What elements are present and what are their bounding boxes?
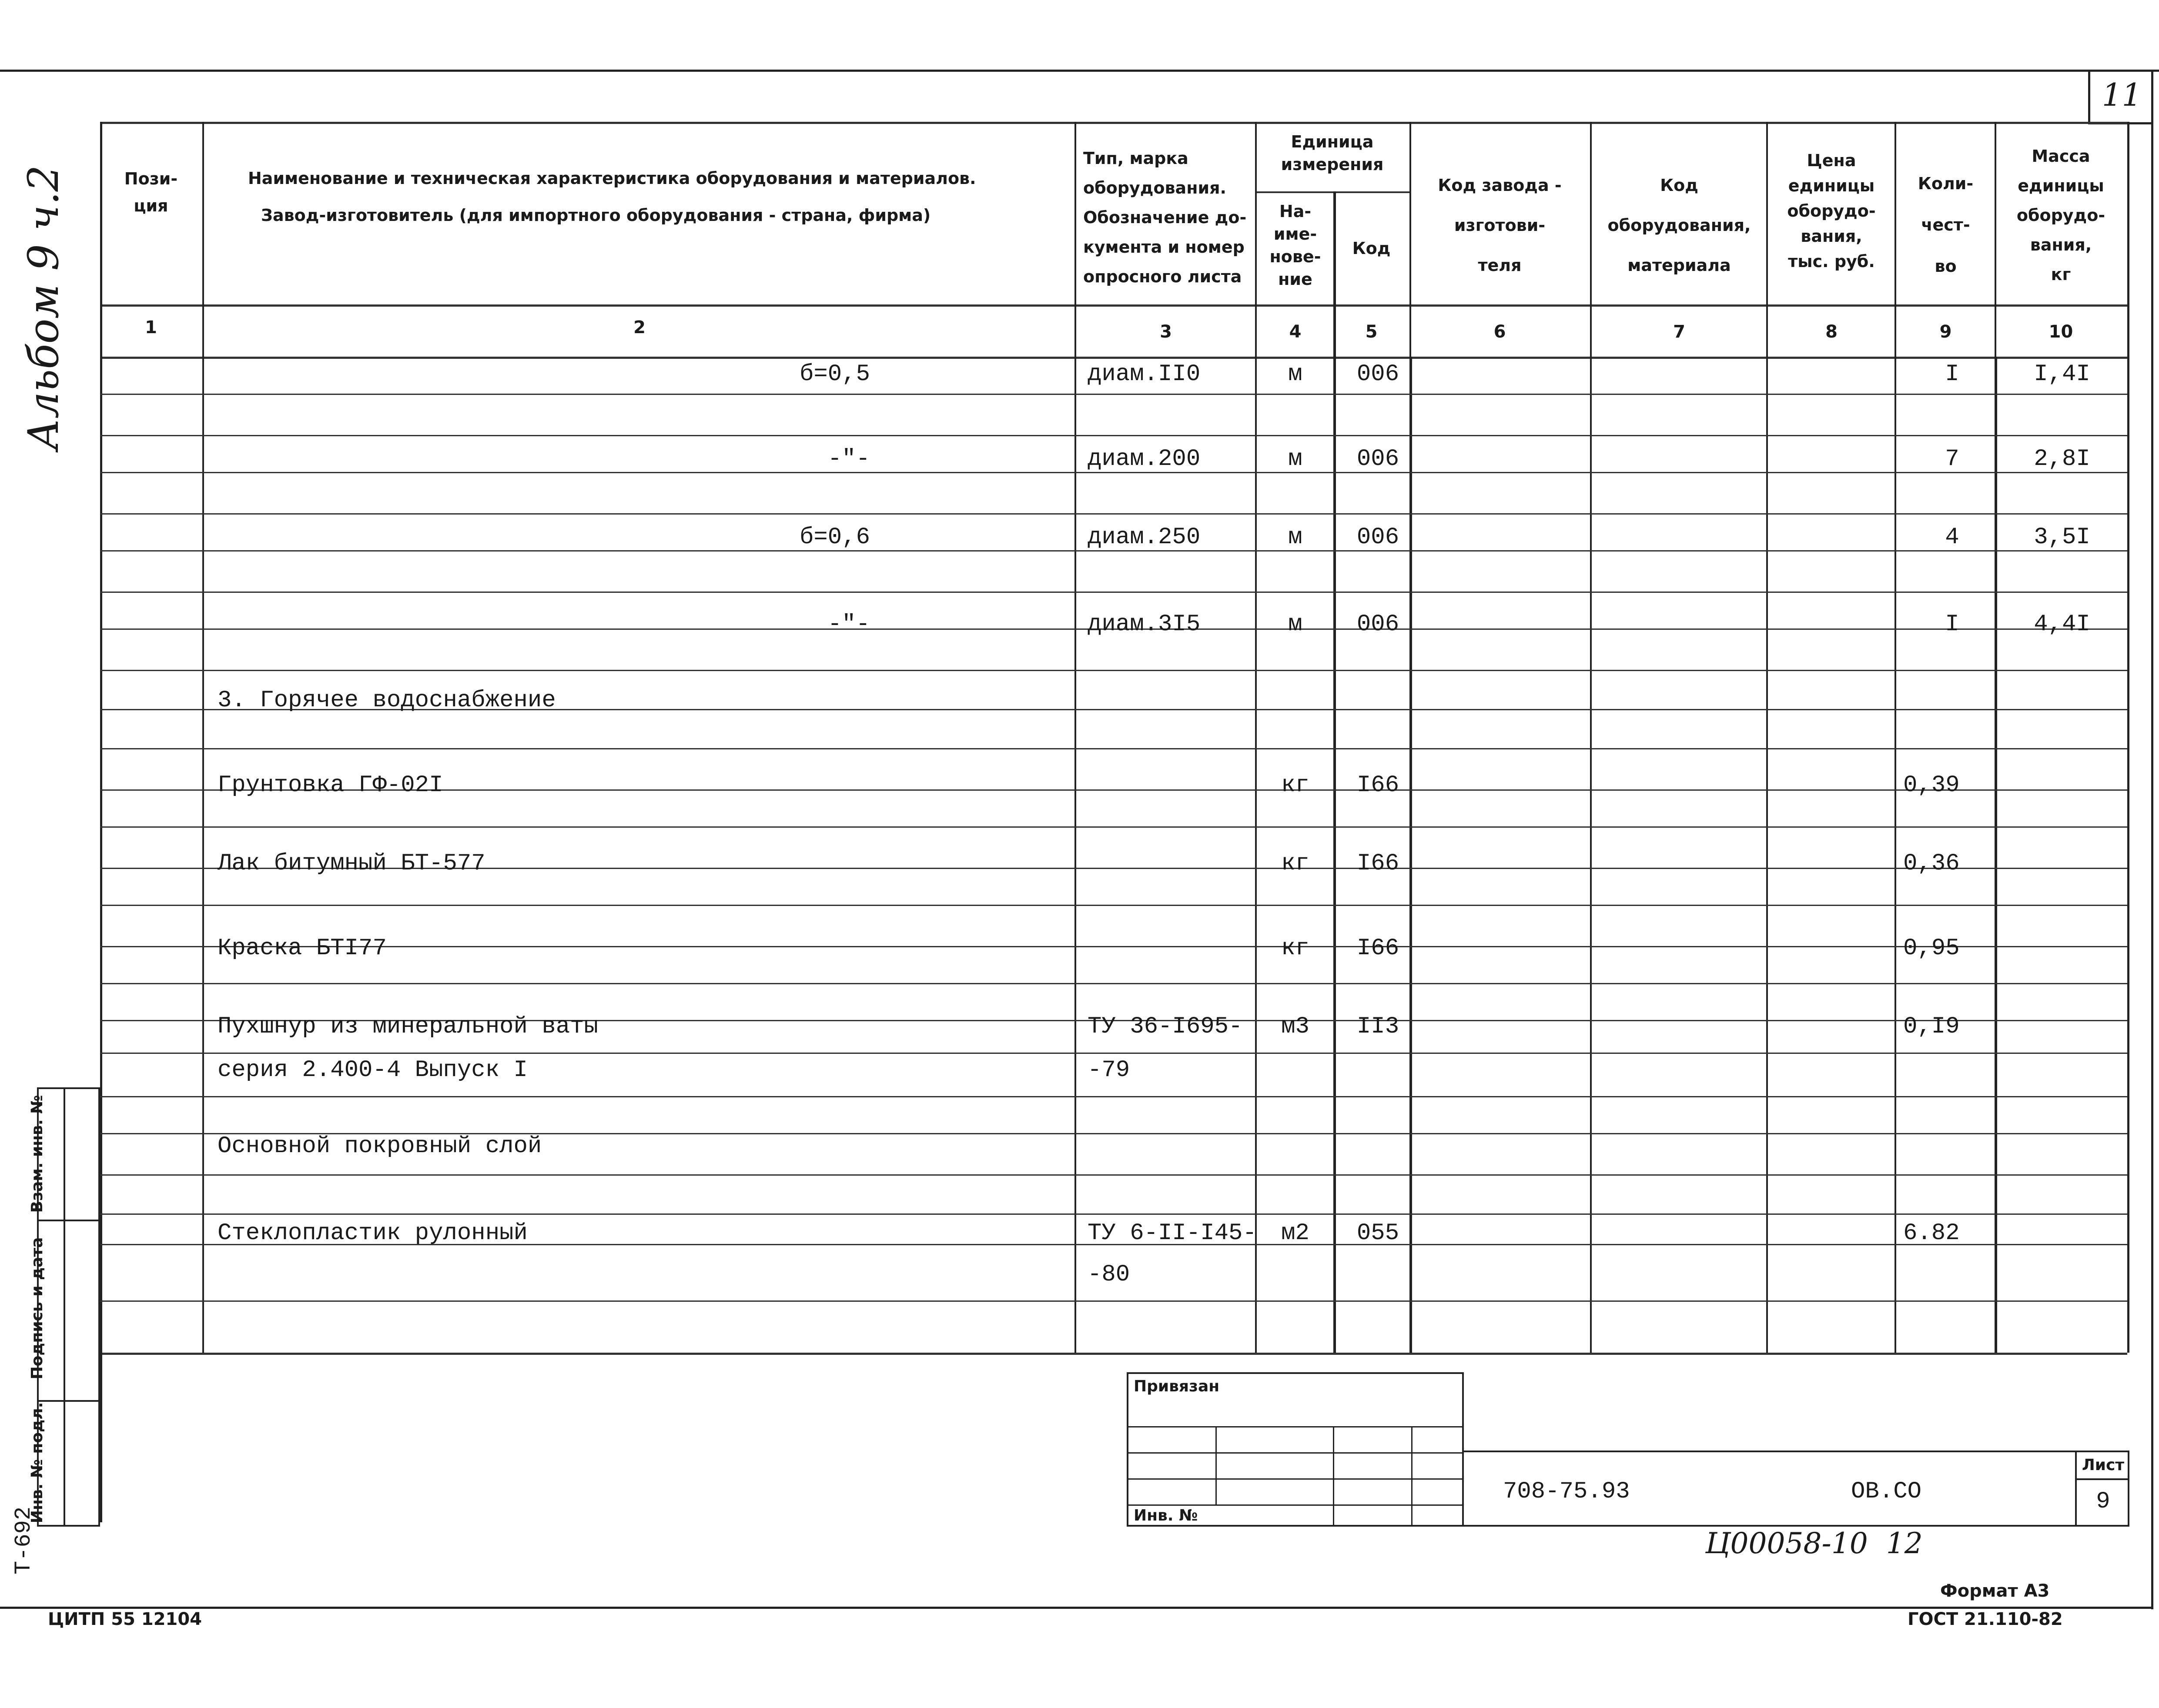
row-line-4 [100,748,2127,749]
row-line-8 [100,1053,2127,1054]
unit-group-divider [1255,191,1409,193]
row-quantity: 0,95 [1903,935,1960,962]
row-quantity: 6.82 [1903,1220,1960,1247]
tb-vline-1 [1215,1426,1217,1504]
header-name-line2: Завод-изготовитель (для импортного оборудования - страна, фирма) [261,206,931,225]
number-row-bottom-border [100,357,2127,359]
row-name: серия 2.400-4 Выпуск I [218,1057,528,1083]
colnum-3: 3 [1160,322,1172,342]
header-factory-code [1412,165,1588,285]
row-code: I66 [1356,935,1399,962]
row-subline-11 [100,1213,2127,1215]
sheet-number-box [2088,71,2153,124]
row-code: I66 [1356,772,1399,799]
row-type: -79 [1088,1057,1130,1083]
footer-gost: ГОСТ 21.110-82 [1908,1609,2063,1629]
list-box [2075,1452,2129,1527]
row-quantity: 0,I9 [1903,1013,1960,1040]
doc-code: 708-75.93 [1503,1478,1630,1505]
header-unit-group [1257,130,1407,176]
row-quantity: I [1945,361,1959,388]
row-quantity: 0,39 [1903,772,1960,799]
row-quantity: 0,36 [1903,850,1960,877]
colnum-2: 2 [633,318,646,338]
footer-vertical-id-text: Т-692 [11,1506,37,1574]
column-divider-8 [1895,122,1896,1353]
row-subline-12 [100,1300,2127,1302]
row-line-0 [100,435,2127,436]
header-equipment-code [1592,165,1766,285]
frame-right-line [2151,70,2153,1609]
column-divider-7 [1766,122,1768,1353]
row-code: I66 [1356,850,1399,877]
header-position [101,165,201,219]
column-divider-3 [1255,122,1257,1353]
header-name-line1: Наименование и техническая характеристика оборудования и материалов. [248,169,976,188]
header-mass [1997,141,2125,289]
row-mass: 2,8I [2034,446,2090,472]
row-line-2 [100,592,2127,593]
header-quantity [1897,163,1995,287]
row-code: 006 [1356,446,1399,472]
header-unit-name [1257,200,1333,291]
header-equipment-code-text: Код оборудования, материала [1607,176,1751,275]
list-number: 9 [2096,1488,2110,1515]
header-bottom-border [100,304,2127,307]
table-top-border [100,122,2127,124]
spec-table [100,122,2127,1355]
row-name: Лак битумный БТ-577 [218,850,485,877]
row-type: ТУ 6-II-I45- [1088,1220,1257,1247]
row-name: Краска БТI77 [218,935,387,962]
tb-vline-2 [1333,1426,1334,1525]
header-price [1768,148,1895,274]
sheet-number-top: 11 [2102,77,2142,113]
row-quantity: 4 [1945,524,1959,551]
row-line-9 [100,1096,2127,1097]
column-divider-10 [2127,122,2129,1353]
album-label: Альбом 9 ч.2 [19,165,68,450]
row-name: -"- [827,611,870,638]
row-unit: м2 [1281,1220,1309,1247]
row-line-3 [100,670,2127,671]
header-unit-group-text: Единица измерения [1281,132,1384,174]
row-type: -80 [1088,1261,1130,1288]
row-name: Пухшнур из минеральной ваты [218,1013,598,1040]
header-unit-code-text: Код [1352,239,1391,258]
side-stamp-inv: Инв. № подл. [28,1402,46,1524]
row-code: II3 [1356,1013,1399,1040]
row-type: диам.II0 [1088,361,1201,388]
row-type: диам.250 [1088,524,1201,551]
row-name: 3. Горячее водоснабжение [218,687,556,714]
column-divider-1 [202,122,204,1353]
header-type-text: Тип, марка оборудования. Обозначение до- кумента и номер опросного листа [1083,149,1247,286]
colnum-7: 7 [1673,322,1685,342]
colnum-10: 10 [2049,322,2073,342]
header-type [1077,144,1255,291]
colnum-8: 8 [1825,322,1838,342]
colnum-6: 6 [1493,322,1506,342]
tb-vline-3 [1411,1426,1413,1525]
frame-bottom-line [0,1607,2153,1609]
row-line-10 [100,1174,2127,1176]
column-divider-6 [1590,122,1592,1353]
colnum-5: 5 [1365,322,1378,342]
footer-vertical-id [11,1505,37,1574]
row-unit: м3 [1281,1013,1309,1040]
frame-top-line [0,70,2159,72]
row-unit: м [1288,524,1302,551]
title-block-privyazan [1127,1372,1464,1527]
row-unit: м [1288,611,1302,638]
row-code: 006 [1356,611,1399,638]
footer-left: ЦИТП 55 12104 [48,1609,202,1629]
row-name: Основной покровный слой [218,1133,542,1160]
row-code: 006 [1356,361,1399,388]
header-position-text: Пози- ция [124,169,178,215]
row-mass: 4,4I [2034,611,2090,638]
row-line-7 [100,983,2127,984]
row-unit: кг [1281,850,1309,877]
row-type: диам.200 [1088,446,1201,472]
row-quantity: I [1945,611,1959,638]
row-quantity: 7 [1945,446,1959,472]
column-divider-4 [1333,191,1336,1353]
header-mass-text: Масса единицы оборудо- вания, кг [2016,147,2105,284]
row-type: ТУ 36-I695- [1088,1013,1243,1040]
doc-mark: ОВ.СО [1851,1478,1922,1505]
row-mass: 3,5I [2034,524,2090,551]
colnum-9: 9 [1939,322,1952,342]
handwritten-number: Ц00058-10 12 [1705,1527,1923,1560]
row-name: б=0,5 [799,361,870,388]
colnum-4: 4 [1289,322,1302,342]
header-price-text: Цена единицы оборудо- вания, тыс. руб. [1787,151,1876,271]
table-bottom-border [100,1353,2127,1355]
privyazan-label: Привязан [1134,1377,1220,1395]
header-unit-code [1336,235,1407,262]
row-code: 006 [1356,524,1399,551]
row-code: 055 [1356,1220,1399,1247]
row-unit: кг [1281,772,1309,799]
row-unit: кг [1281,935,1309,962]
inv-no-label: Инв. № [1134,1507,1198,1524]
row-line-1 [100,513,2127,515]
row-name: б=0,6 [799,524,870,551]
row-mass: I,4I [2034,361,2090,388]
side-stamp-vline [64,1089,65,1525]
row-name: Грунтовка ГФ-02I [218,772,443,799]
row-line-5 [100,826,2127,828]
row-line-6 [100,905,2127,906]
header-unit-name-text: На- име- нове- ние [1269,202,1321,289]
header-quantity-text: Коли- чест- во [1918,174,1974,276]
side-stamp-divider-1 [39,1220,100,1221]
row-type: диам.3I5 [1088,611,1201,638]
row-subline-0 [100,394,2127,395]
row-name: Стеклопластик рулонный [218,1220,528,1247]
list-label: Лист [2077,1452,2129,1480]
colnum-1: 1 [145,318,157,338]
row-unit: м [1288,446,1302,472]
header-name [204,163,1074,237]
header-factory-code-text: Код завода - изготови- теля [1438,176,1562,275]
table-left-border [100,122,102,1522]
footer-format: Формат А3 [1940,1581,2050,1601]
side-stamp-podpis: Подпись и дата [28,1237,46,1380]
row-unit: м [1288,361,1302,388]
row-name: -"- [827,446,870,472]
title-block-main [1464,1451,2129,1527]
column-divider-2 [1074,122,1076,1353]
side-stamp-vzam: Взам. инв. № [28,1095,46,1213]
